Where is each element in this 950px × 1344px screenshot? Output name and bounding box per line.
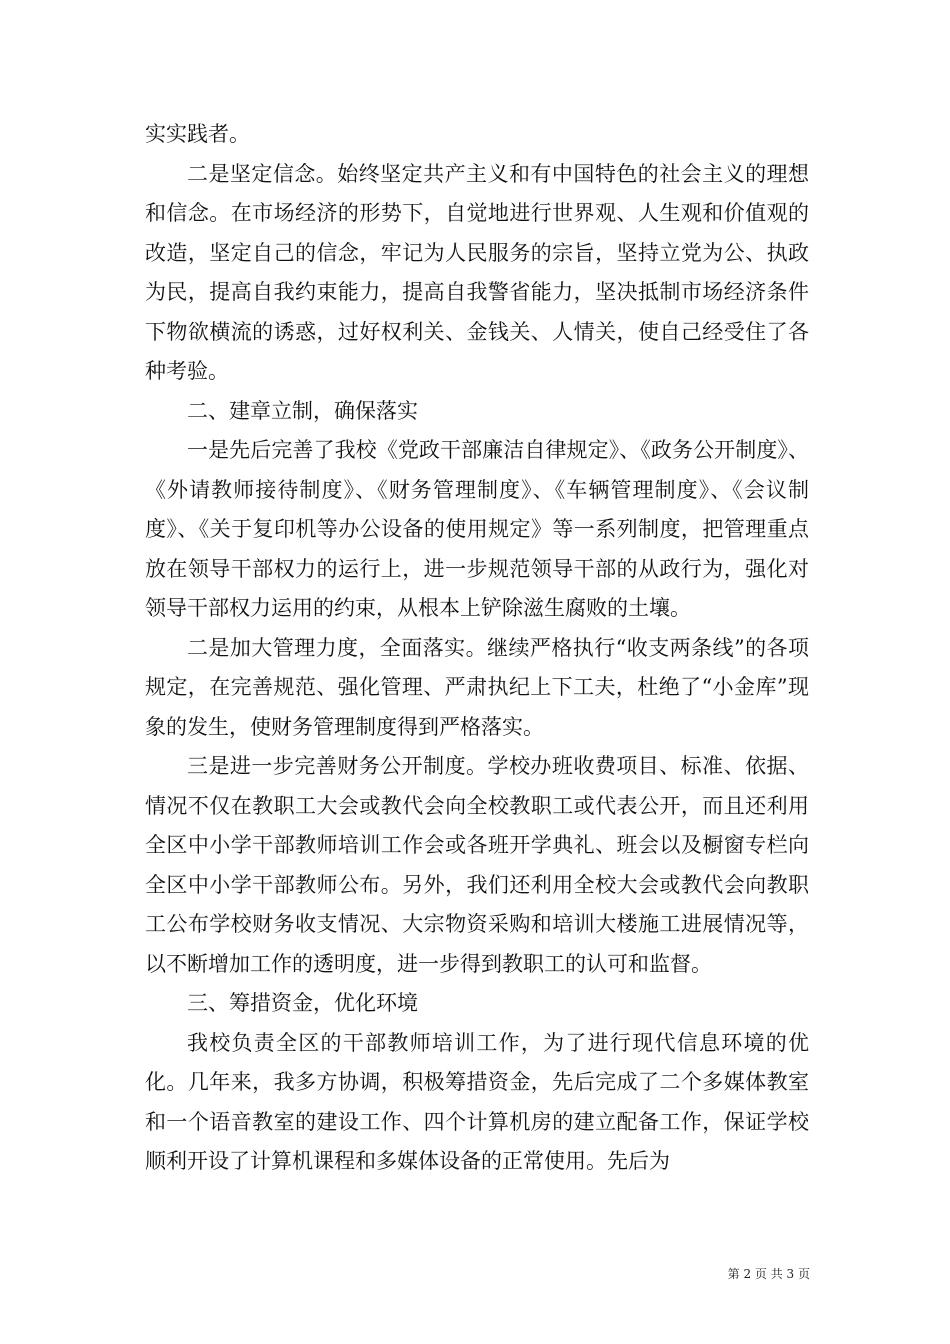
paragraph: 实实践者。 [145,122,250,146]
section-heading: 二、建章立制，确保落实 [187,398,418,423]
section-heading: 三、筹措资金，优化环境 [187,991,418,1015]
document-body [145,115,809,1182]
paragraph: 一是先后完善了我校《党政干部廉洁自律规定》、《政务公开制度》、《外请教师接待制度》、《财务管理制度》、《车辆管理制度》、《会议制度》、《关于复印机等办公设备的使用规定》等一系列制度，把管理重点放在领导干部权力的运行上，进一步规范领导干部的从政行为，强化对领导干部权力运用的约束，从根本上铲除滋生腐败的土壤。 [145,438,809,620]
paragraph: 我校负责全区的干部教师培训工作，为了进行现代信息环境的优化。几年来，我多方协调，积极筹措资金，先后完成了二个多媒体教室和一个语音教室的建设工作、四个计算机房的建立配备工作，保证学校顺利开设了计算机课程和多媒体设备的正常使用。先后为 [145,1030,809,1173]
page-number-footer: 第 2 页 共 3 页 [727,1267,810,1281]
paragraph: 二是坚定信念。始终坚定共产主义和有中国特色的社会主义的理想和信念。在市场经济的形势下，自觉地进行世界观、人生观和价值观的改造，坚定自己的信念，牢记为人民服务的宗旨，坚持立党为公、执政为民，提高自我约束能力，提高自我警省能力，坚决抵制市场经济条件下物欲横流的诱惑，过好权利关、金钱关、人情关，使自己经受住了各种考验。 [145,161,809,383]
paragraph: 三是进一步完善财务公开制度。学校办班收费项目、标准、依据、情况不仅在教职工大会或教代会向全校教职工或代表公开，而且还利用全区中小学干部教师培训工作会或各班开学典礼、班会以及橱窗专栏向全区中小学干部教师公布。另外，我们还利用全校大会或教代会向教职工公布学校财务收支情况、大宗物资采购和培训大楼施工进展情况等，以不断增加工作的透明度，进一步得到教职工的认可和监督。 [145,754,809,976]
paragraph: 二是加大管理力度，全面落实。继续严格执行“收支两条线”的各项规定，在完善规范、强化管理、严肃执纪上下工夫，杜绝了“小金库”现象的发生，使财务管理制度得到严格落实。 [145,635,809,739]
